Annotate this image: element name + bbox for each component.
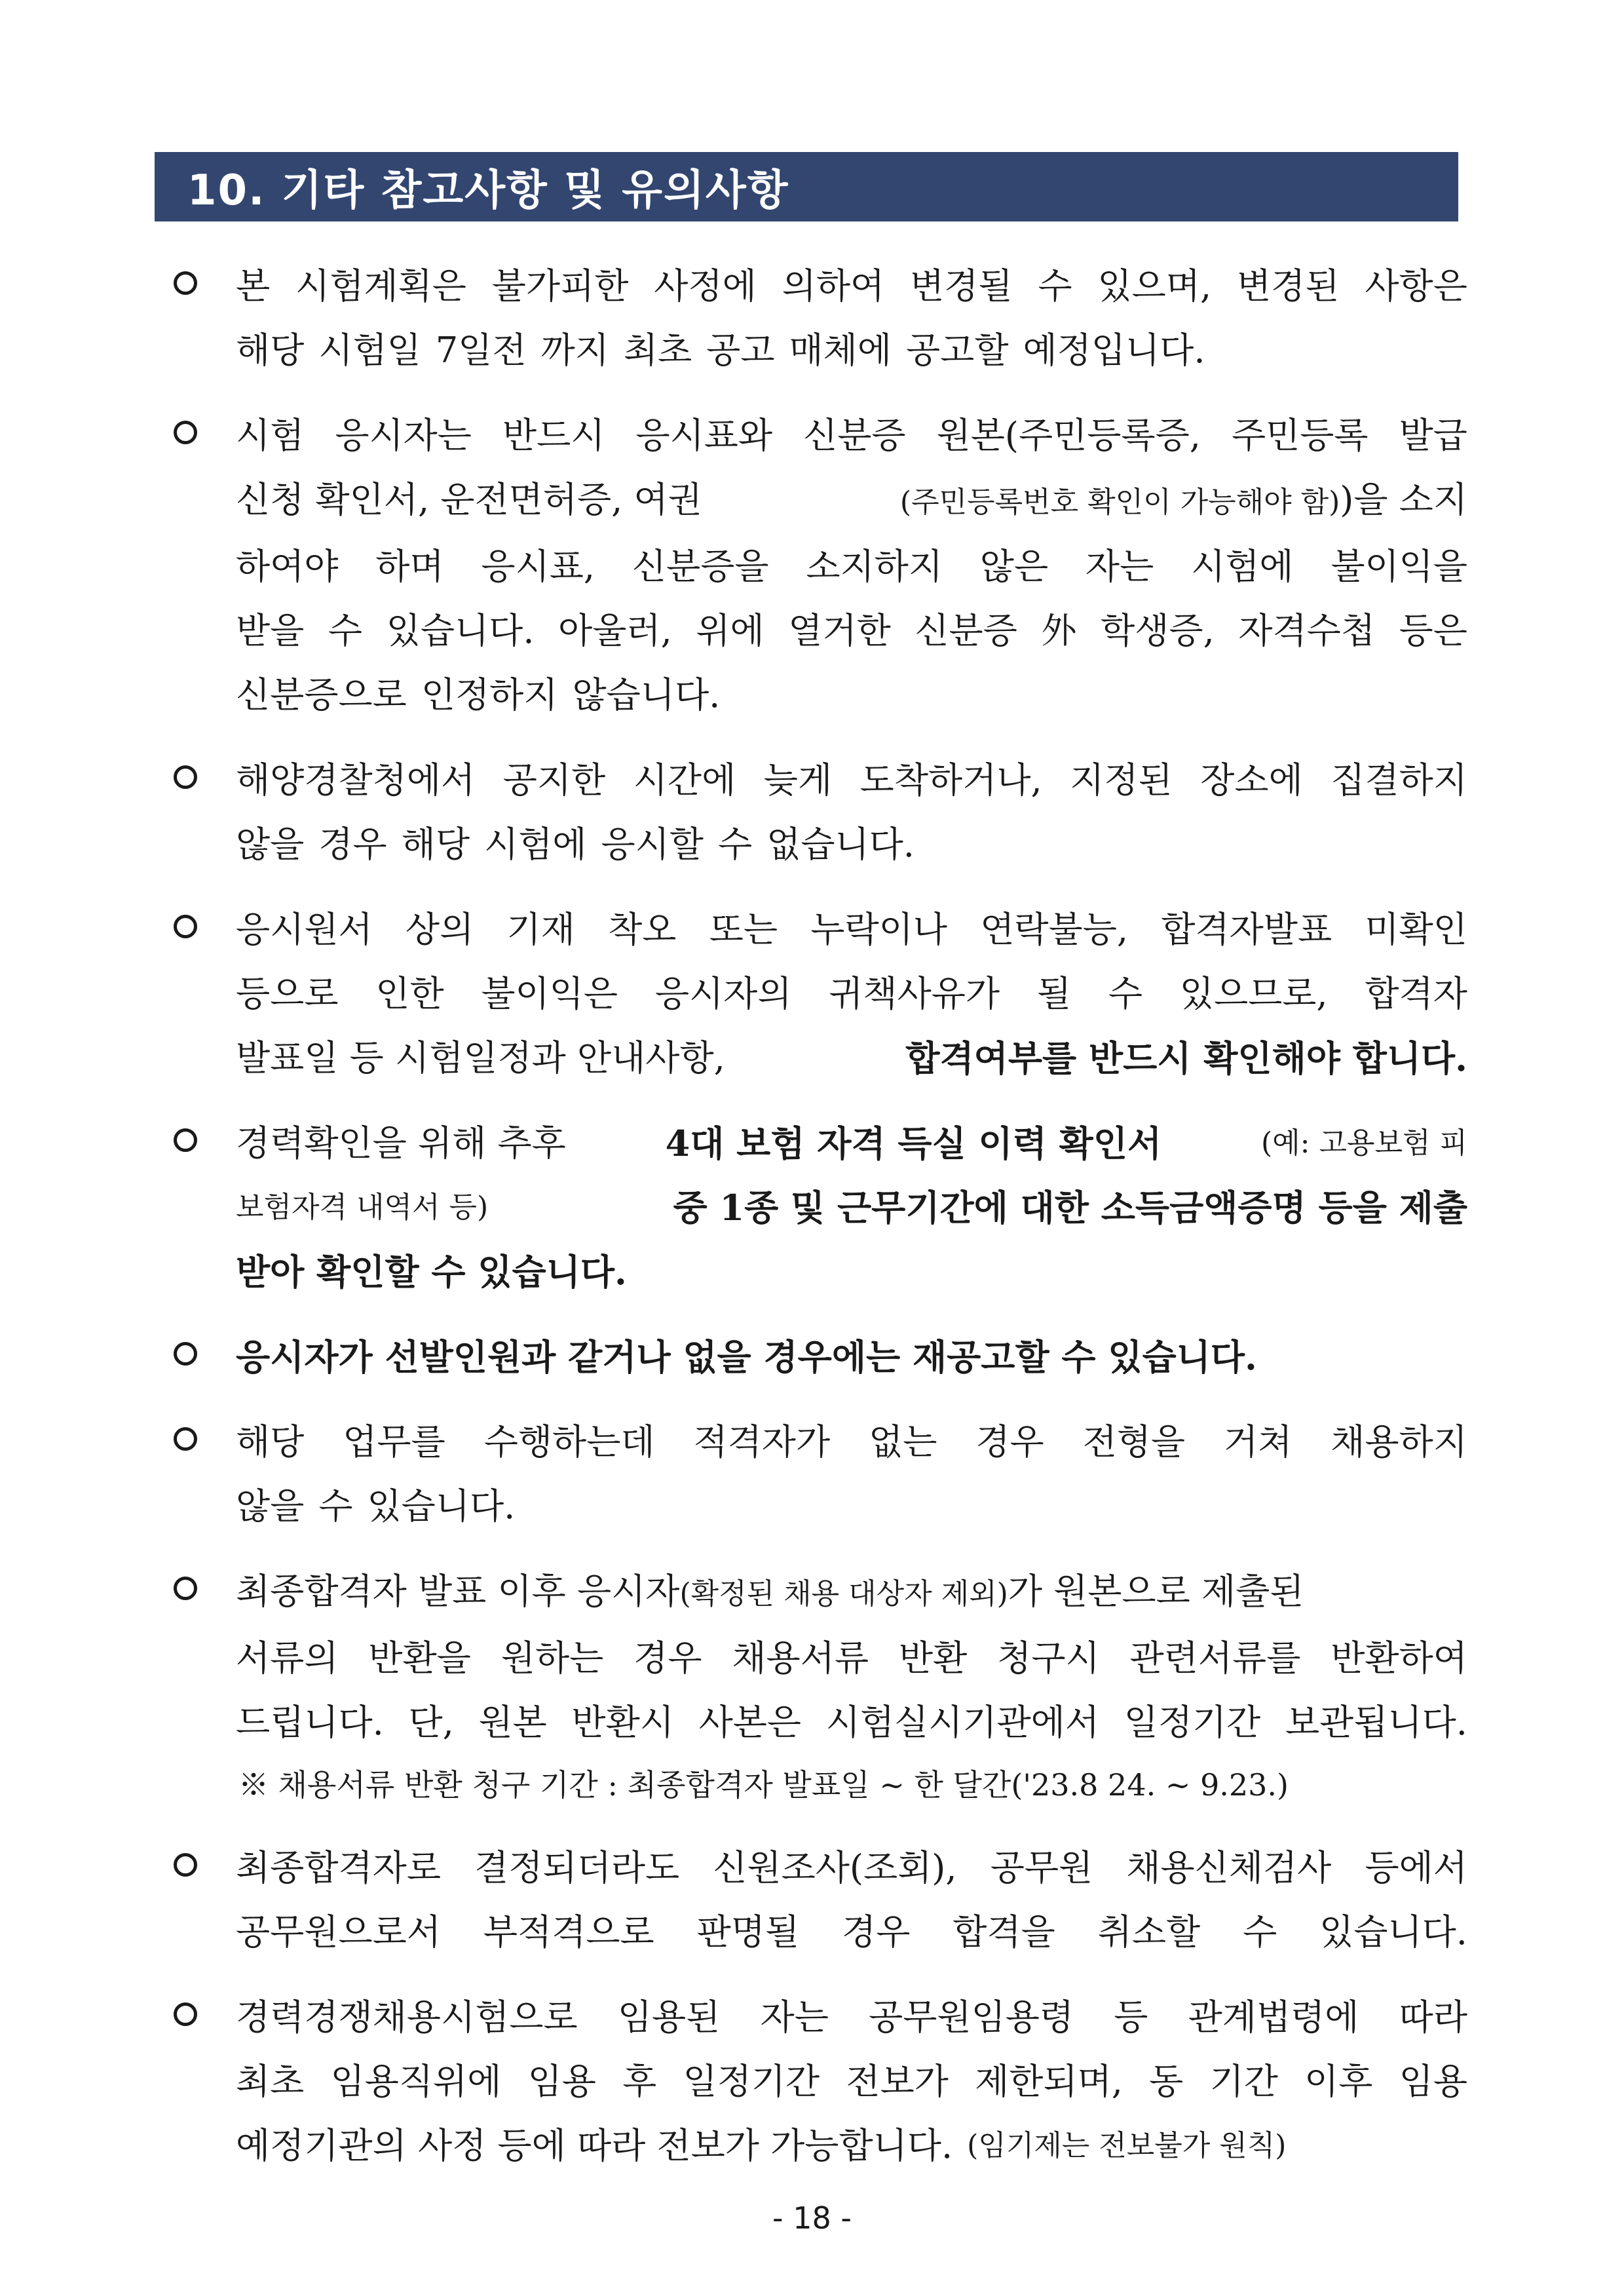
word: 경우 <box>975 1421 1044 1463</box>
word: 수 <box>318 1485 353 1527</box>
word: 하여야 <box>236 546 339 587</box>
word: 거쳐 <box>1224 1421 1293 1463</box>
word: 임용직위에 <box>330 2061 502 2102</box>
notice-line <box>236 1474 1467 1539</box>
word: 최초 <box>623 330 692 371</box>
word: 경력경쟁채용시험으로 <box>236 1997 578 2038</box>
notice-line <box>236 1240 1467 1304</box>
word: 시험에 <box>483 824 587 865</box>
word: 공지한 <box>502 759 606 801</box>
notice-line <box>236 1559 1467 1626</box>
word: 않을 <box>236 1485 305 1527</box>
word: 집결하지 <box>1331 759 1467 801</box>
word: 공무원으로서 <box>236 1911 441 1953</box>
word: 취소할 <box>1097 1911 1201 1953</box>
notice-line <box>236 748 1467 813</box>
notice-item <box>174 898 1477 1090</box>
word: 변경된 <box>1237 265 1340 307</box>
word: 채용서류 <box>732 1637 869 1679</box>
word: 매체에 <box>789 330 892 371</box>
word: 주민등록 <box>1231 415 1369 456</box>
word: 않은 <box>979 546 1049 587</box>
notice-line <box>236 1626 1467 1691</box>
word: 채용하지 <box>1331 1421 1467 1463</box>
text-segment: 예정기관의 사정 등에 따라 전보가 가능합니다. <box>236 2125 953 2166</box>
word: 경우 <box>633 1637 702 1679</box>
circle-bullet-icon <box>174 1128 197 1152</box>
notice-item <box>174 1836 1477 1964</box>
word: 장소에 <box>1200 759 1303 801</box>
word: 채용신체검사 <box>1126 1847 1332 1888</box>
page-number: - 18 - <box>772 2200 852 2236</box>
notice-line <box>236 1111 1467 1176</box>
text-segment: 최종합격자 발표 이후 응시자 <box>236 1571 680 1612</box>
word: 이후 <box>1304 2061 1373 2102</box>
word: 누락이나 <box>810 909 947 950</box>
text-segment: 신청 확인서, 운전면허증, 여권 <box>236 479 702 520</box>
word: 업무를 <box>343 1421 445 1463</box>
section-title: 10. 기타 참고사항 및 유의사항 <box>187 166 789 215</box>
word: 관계법령에 <box>1188 1997 1359 2038</box>
word: 해당 <box>401 824 470 865</box>
word: 시간에 <box>633 759 736 801</box>
word: 드립니다. <box>236 1702 384 1743</box>
word: 발급 <box>1399 415 1467 456</box>
word: 시험계획은 <box>295 265 466 307</box>
text-segment: 경력확인을 위해 추후 <box>236 1122 566 1164</box>
notice-line <box>236 813 1467 877</box>
word: 인정하지 <box>421 674 558 716</box>
word: 부적격으로 <box>483 1911 654 1953</box>
small-note: (임기제는 전보불가 원칙) <box>967 2129 1287 2162</box>
word: 또는 <box>709 909 778 950</box>
word: 변경될 <box>910 265 1013 307</box>
text-segment-with-note <box>236 1559 1304 1626</box>
notice-line <box>236 1985 1467 2050</box>
word: 신분증으로 <box>236 674 407 716</box>
word: 않을 <box>236 824 305 865</box>
notice-line <box>236 1691 1467 1755</box>
notice-line <box>236 1176 1467 1240</box>
word: 열거한 <box>788 610 891 651</box>
reference-note: ※ 채용서류 반환 청구 기간 : 최종합격자 발표일 ~ 한 달간('23.8 24. ~ 9.23.) <box>238 1767 1289 1803</box>
word: 소지하지 <box>806 546 943 587</box>
word: 자는 <box>1085 546 1154 587</box>
word: 응시표, <box>481 546 595 587</box>
word: 공고할 <box>906 330 1009 371</box>
word: 늦게 <box>763 759 833 801</box>
word: 기간 <box>1209 2061 1278 2102</box>
word: 시험에 <box>1191 546 1294 587</box>
bold-text-segment: 합격여부를 반드시 확인해야 합니다. <box>905 1037 1467 1079</box>
notice-line <box>236 254 1467 318</box>
small-note: (주민등록번호 확인이 가능해야 함) <box>899 486 1340 519</box>
notice-line <box>236 468 1467 535</box>
word: 일정기간 <box>683 2061 820 2102</box>
word: 수 <box>328 610 363 651</box>
word: 등은 <box>1399 610 1467 651</box>
word: 신분증을 <box>632 546 769 587</box>
notice-line <box>236 318 1467 383</box>
word: 합격을 <box>953 1911 1055 1953</box>
notice-item <box>174 404 1477 727</box>
small-note: (확정된 채용 대상자 제외) <box>679 1577 1008 1611</box>
word: 지정된 <box>1070 759 1173 801</box>
word: 귀책사유가 <box>829 973 1000 1014</box>
word: 外 <box>1041 610 1077 651</box>
circle-bullet-icon <box>174 1577 197 1600</box>
word: 시험 <box>236 415 305 456</box>
word: 결정되더라도 <box>474 1847 680 1888</box>
bold-text-segment: 4대 보험 자격 득실 이력 확인서 <box>665 1122 1162 1164</box>
word: 공무원 <box>990 1847 1093 1888</box>
notice-line <box>236 663 1467 727</box>
bold-text-segment: 받아 확인할 수 있습니다. <box>236 1251 627 1293</box>
word: 인한 <box>375 973 444 1014</box>
bold-text-segment: 중 1종 및 근무기간에 대한 소득금액증명 등을 제출 <box>673 1187 1467 1229</box>
word: 보관됩니다. <box>1285 1702 1467 1743</box>
word: 최종합격자로 <box>236 1847 441 1888</box>
circle-bullet-icon <box>174 915 197 938</box>
notice-line <box>236 1410 1467 1474</box>
word: 공무원임용령 <box>869 1997 1074 2038</box>
word: 경우 <box>318 824 387 865</box>
word: 공고 <box>706 330 775 371</box>
word: 하며 <box>375 546 444 587</box>
word: 반환하여 <box>1331 1637 1467 1679</box>
word: 원본 <box>478 1702 547 1743</box>
word: 수 <box>1243 1911 1277 1953</box>
word: 반드시 <box>502 415 605 456</box>
word: 등 <box>1114 1997 1148 2038</box>
word: 임용 <box>527 2061 596 2102</box>
circle-bullet-icon <box>174 765 197 789</box>
word: 해당 <box>236 330 305 371</box>
word: 경우 <box>842 1911 911 1953</box>
word: 될 <box>1036 973 1072 1014</box>
word: 사정에 <box>654 265 757 307</box>
text-segment: 발표일 등 시험일정과 안내사항, <box>236 1037 725 1079</box>
word: 원본(주민등록증, <box>936 415 1201 456</box>
word: 임용 <box>1399 2061 1467 2102</box>
notice-line <box>236 898 1467 962</box>
word: 있으므로, <box>1179 973 1328 1014</box>
word: 없는 <box>869 1421 937 1463</box>
word: 시험일 <box>318 330 421 371</box>
notice-line <box>236 2114 1467 2178</box>
word: 상의 <box>405 909 474 950</box>
circle-bullet-icon <box>174 1427 197 1451</box>
word: 관련서류를 <box>1129 1637 1301 1679</box>
word: 전형을 <box>1082 1421 1186 1463</box>
word: 있습니다. <box>367 1485 516 1527</box>
word: 불이익은 <box>481 973 618 1014</box>
word: 시험실시기관에서 <box>825 1702 1100 1743</box>
notice-item <box>174 1985 1477 2178</box>
section-header-bar <box>155 152 1458 221</box>
word: 반환 <box>898 1637 968 1679</box>
word: 사본은 <box>698 1702 802 1743</box>
word: 합격자발표 <box>1161 909 1332 950</box>
notice-item <box>174 748 1477 877</box>
word: 자격수첩 <box>1238 610 1375 651</box>
word: 적격자가 <box>693 1421 831 1463</box>
word: 불가피한 <box>491 265 629 307</box>
word: 불이익을 <box>1331 546 1467 587</box>
word: 원하는 <box>500 1637 604 1679</box>
word: 응시자의 <box>654 973 792 1014</box>
circle-bullet-icon <box>174 271 197 295</box>
word: 본 <box>236 265 271 307</box>
notice-line <box>236 1026 1467 1090</box>
word: 등에서 <box>1365 1847 1467 1888</box>
word: 아울러, <box>558 610 672 651</box>
word: 학생증, <box>1101 610 1215 651</box>
word: 신분증 <box>915 610 1017 651</box>
word: 7일전 <box>435 330 527 371</box>
small-note: 보험자격 내역서 등) <box>236 1191 489 1224</box>
word: 따라 <box>1399 1997 1467 2038</box>
notice-list <box>174 254 1477 2199</box>
word: 후 <box>622 2061 657 2102</box>
word: 임용된 <box>617 1997 721 2038</box>
word: 신원조사(조회), <box>713 1847 957 1888</box>
word: 있습니다. <box>1319 1911 1467 1953</box>
word: 응시할 <box>601 824 704 865</box>
word: 까지 <box>540 330 609 371</box>
word: 전보가 <box>846 2061 949 2102</box>
text-segment: )을 소지 <box>1340 479 1467 520</box>
word: 판명될 <box>696 1911 800 1953</box>
notice-item <box>174 1111 1477 1304</box>
word: 응시자는 <box>335 415 472 456</box>
word: 수 <box>1108 973 1142 1014</box>
word: 받을 <box>236 610 305 651</box>
word: 반환을 <box>368 1637 471 1679</box>
circle-bullet-icon <box>174 1342 197 1366</box>
word: 동 <box>1149 2061 1184 2102</box>
small-note: (예: 고용보험 피 <box>1260 1126 1467 1160</box>
notice-item <box>174 1325 1477 1389</box>
word: 제한되며, <box>975 2061 1123 2102</box>
word: 서류의 <box>236 1637 339 1679</box>
word: 의하여 <box>782 265 885 307</box>
word: 신분증 <box>803 415 906 456</box>
notice-item <box>174 1559 1477 1815</box>
notice-line <box>236 962 1467 1026</box>
word: 미확인 <box>1365 909 1467 950</box>
word: 연락불능, <box>980 909 1129 950</box>
word: 해당 <box>236 1421 305 1463</box>
notice-line <box>236 535 1467 599</box>
word: 등으로 <box>236 973 339 1014</box>
word: 합격자 <box>1365 973 1467 1014</box>
word: 않습니다. <box>572 674 721 716</box>
circle-bullet-icon <box>174 2002 197 2026</box>
notice-line <box>236 1325 1467 1389</box>
word: 자는 <box>760 1997 829 2038</box>
word: 수 <box>717 824 753 865</box>
word: 위에 <box>696 610 765 651</box>
word: 사항은 <box>1365 265 1467 307</box>
word: 최초 <box>236 2061 305 2102</box>
word: 있으며, <box>1097 265 1212 307</box>
word: 일정기간 <box>1124 1702 1261 1743</box>
notice-line <box>236 1836 1467 1900</box>
word: 수 <box>1038 265 1072 307</box>
word: 도착하거나, <box>859 759 1042 801</box>
text-segment: 가 원본으로 제출된 <box>1008 1571 1304 1612</box>
notice-line <box>236 1900 1467 1964</box>
text-segment-with-note <box>900 468 1467 535</box>
notice-item <box>174 254 1477 383</box>
notice-line <box>236 599 1467 663</box>
notice-item <box>174 1410 1477 1539</box>
notice-line <box>236 404 1467 468</box>
word: 응시표와 <box>635 415 773 456</box>
word: 단, <box>408 1702 454 1743</box>
word: 반환시 <box>571 1702 674 1743</box>
word: 해양경찰청에서 <box>236 759 476 801</box>
word: 수행하는데 <box>483 1421 655 1463</box>
circle-bullet-icon <box>174 421 197 444</box>
word: 착오 <box>608 909 677 950</box>
word: 응시원서 <box>236 909 373 950</box>
word: 없습니다. <box>766 824 915 865</box>
word: 예정입니다. <box>1023 330 1205 371</box>
word: 기재 <box>506 909 575 950</box>
notice-line <box>236 2050 1467 2114</box>
word: 청구시 <box>997 1637 1100 1679</box>
circle-bullet-icon <box>174 1853 197 1877</box>
bold-text-segment: 응시자가 선발인원과 같거나 없을 경우에는 재공고할 수 있습니다. <box>236 1336 1257 1378</box>
word: 있습니다. <box>386 610 535 651</box>
